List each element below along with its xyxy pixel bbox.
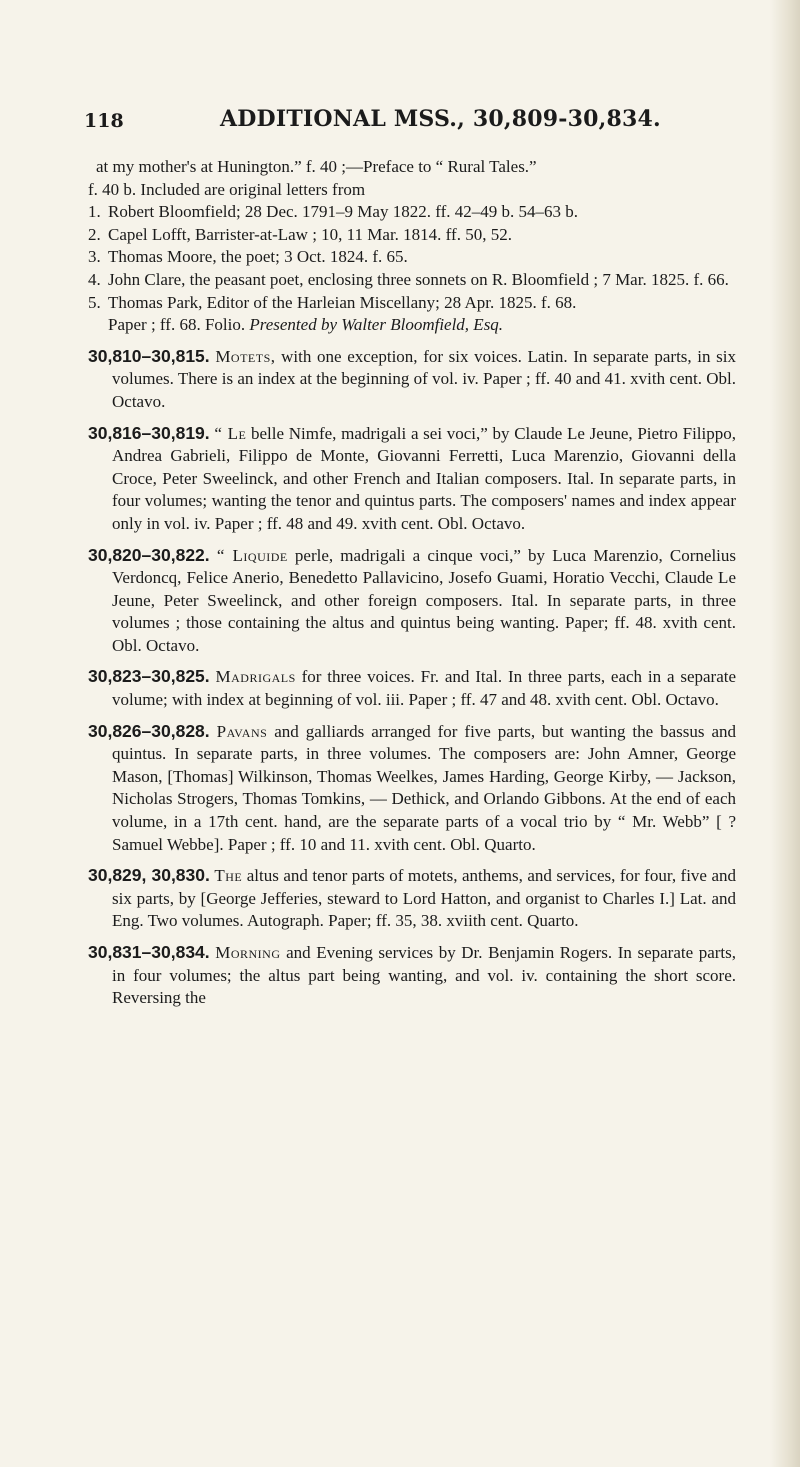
catalogue-entry	[88, 422, 736, 536]
letter-number: 3.	[88, 247, 101, 267]
letter-text: Thomas Moore, the poet; 3 Oct. 1824. f. 65.	[108, 247, 408, 267]
letter-number: 1.	[88, 202, 101, 222]
page-number: 118	[84, 110, 124, 132]
entry-number: 30,820–30,822.	[88, 544, 210, 565]
entry-text: for three voices. Fr. and Ital. In three parts, each in a separate volume; with index at beginning of vol. iii. Paper ; ff. 47 and 48. xvith cent. Obl. Octavo.	[112, 667, 737, 710]
catalogue-entry	[88, 544, 736, 658]
catalogue-entry	[88, 345, 736, 414]
catalogue-entry	[88, 864, 736, 933]
list-item	[88, 224, 736, 247]
running-head	[0, 106, 800, 146]
entry-lead-word: Morning	[215, 943, 281, 962]
entry-number: 30,810–30,815.	[88, 345, 210, 366]
letters-closing-line	[88, 314, 736, 337]
page-edge-shadow	[770, 0, 800, 1467]
continuation-line-1: at my mother's at Hunington.” f. 40 ;—Preface to “ Rural Tales.”	[96, 157, 537, 176]
entry-lead-word: Pavans	[216, 721, 268, 741]
entry-number: 30,831–30,834.	[88, 942, 210, 962]
entry-number: 30,823–30,825.	[88, 666, 210, 687]
entry-lead-word: “ Liquide	[216, 545, 288, 565]
running-title: ADDITIONAL MSS., 30,809-30,834.	[220, 106, 661, 132]
entry-lead-word: Madrigals	[215, 667, 296, 687]
entry-text: and Evening services by Dr. Benjamin Rogers. In separate parts, in four volumes; the altus part being wanting, and vol. iv. containing the short score. Reversing the	[112, 943, 737, 1008]
catalogue-entry	[88, 665, 736, 711]
closing-plain: Paper ; ff. 68. Folio.	[108, 315, 246, 335]
entry-text: altus and tenor parts of motets, anthems, and services, for four, five and six parts, by [George Jefferies, steward to Lord Hatton, and organist to Charles I.] Lat. and Eng. Two volumes. Autograph. Paper; ff. 35, 38. xviith cent. Quarto.	[112, 866, 737, 931]
continuation-line-2: f. 40 b. Included are original letters from	[88, 179, 366, 199]
list-item	[88, 246, 736, 269]
entry-number: 30,816–30,819.	[88, 422, 210, 443]
letter-text: John Clare, the peasant poet, enclosing three sonnets on R. Bloomfield ; 7 Mar. 1825. f. 66.	[108, 269, 729, 289]
entry-text: with one exception, for six voices. Latin. In separate parts, in six volumes. There is an index at the beginning of vol. iv. Paper ; ff. 40 and 41. xvith cent. Obl. Octavo.	[112, 346, 737, 411]
continuation-block	[88, 156, 736, 201]
letter-text: Robert Bloomfield; 28 Dec. 1791–9 May 1822. ff. 42–49 b. 54–63 b.	[108, 202, 578, 222]
catalogue-entry	[88, 941, 736, 1010]
list-item	[88, 201, 736, 224]
list-item	[88, 292, 736, 315]
entry-number: 30,826–30,828.	[88, 720, 210, 741]
catalogue-body	[88, 156, 736, 1018]
letter-number: 2.	[88, 224, 101, 244]
letters-list	[88, 201, 736, 337]
entry-lead-word: The	[214, 866, 243, 886]
entry-lead-word: Motets,	[215, 346, 276, 366]
letter-number: 5.	[88, 292, 101, 312]
entry-lead-word: “ Le	[214, 423, 247, 443]
presented-by: Presented by Walter Bloomfield, Esq.	[249, 315, 504, 335]
entry-text: perle, madrigali a cinque voci,” by Luca Marenzio, Cornelius Verdoncq, Felice Anerio, Benedetto Pallavicino, Josefo Guami, Horatio Vecchi, Claude Le Jeune, Peter Sweelinck, and other foreign composers. Ital. In separate parts, in three volumes ; those containing the altus and quintus being wanting. Paper; ff. 48. xvith cent. Obl. Octavo.	[112, 545, 737, 655]
catalogue-entry	[88, 720, 736, 857]
letter-text: Capel Lofft, Barrister-at-Law ; 10, 11 Mar. 1814. ff. 50, 52.	[108, 224, 512, 244]
list-item	[88, 269, 736, 292]
letter-number: 4.	[88, 269, 101, 289]
entry-number: 30,829, 30,830.	[88, 865, 210, 886]
letter-text: Thomas Park, Editor of the Harleian Miscellany; 28 Apr. 1825. f. 68.	[108, 292, 577, 312]
entry-text: and galliards arranged for five parts, but wanting the bassus and quintus. In separate parts, in three volumes. The composers are: John Amner, George Mason, [Thomas] Wilkinson, Thomas Weelkes, James Harding, George Kirby, — Jackson, Nicholas Strogers, Thomas Tomkins, — Dethick, and Orlando Gibbons. At the end of each volume, in a 17th cent. hand, are the separate parts of a vocal trio by “ Mr. Webb” [ ? Samuel Webbe]. Paper ; ff. 10 and 11. xvith cent. Obl. Quarto.	[112, 721, 736, 854]
entry-text: belle Nimfe, madrigali a sei voci,” by Claude Le Jeune, Pietro Filippo, Andrea Gabrieli, Filippo de Monte, Giovanni Ferretti, Luca Marenzio, Giovanni della Croce, Peter Sweelinck, and other French and Italian composers. Ital. In separate parts, in four volumes; wanting the tenor and quintus parts. The composers' names and index appear only in vol. iv. Paper ; ff. 48 and 49. xvith cent. Obl. Octavo.	[112, 423, 736, 533]
